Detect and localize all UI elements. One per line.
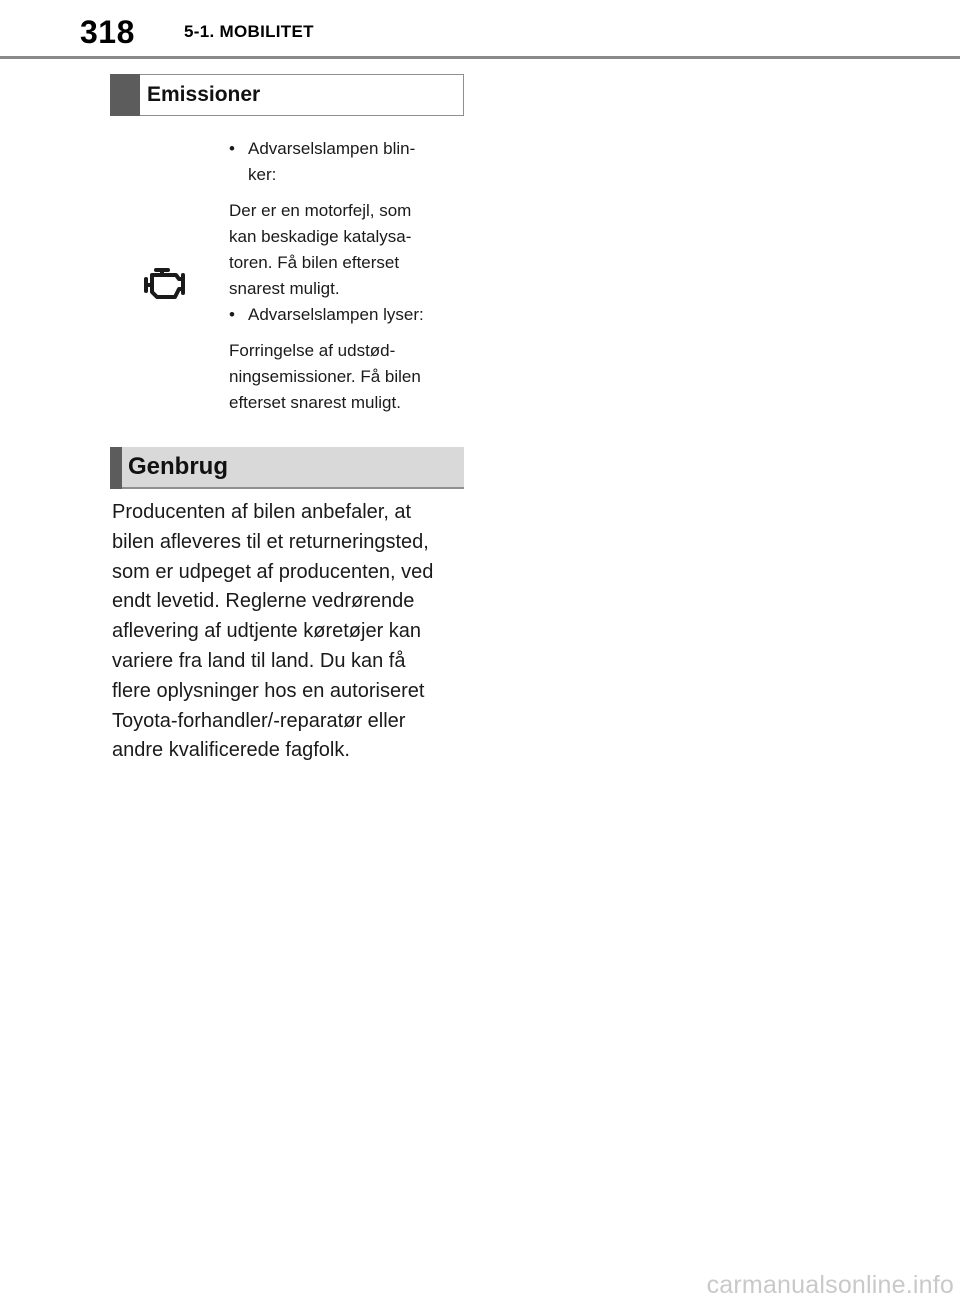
body-line: aflevering af udtjente køretøjer kan xyxy=(112,620,422,643)
text-line: ker: xyxy=(248,165,277,184)
body-line: andre kvalificerede fagfolk. xyxy=(112,739,350,762)
text-line: kan beskadige katalysa- xyxy=(229,227,412,246)
page-number: 318 xyxy=(80,14,135,50)
paragraph xyxy=(229,338,459,416)
section-heading-emission xyxy=(110,74,464,116)
paragraph xyxy=(229,198,459,302)
header-divider xyxy=(0,56,960,59)
text-line: efterset snarest muligt. xyxy=(229,393,401,412)
bullet-item xyxy=(229,136,459,188)
section-title: Genbrug xyxy=(128,453,228,480)
section-title: Emissioner xyxy=(147,83,261,106)
text-line: ningsemissioner. Få bilen xyxy=(229,367,421,386)
page-header xyxy=(0,0,960,60)
chapter-title: 5-1. MOBILITET xyxy=(184,22,314,41)
emission-description xyxy=(229,136,459,416)
body-line: som er udpeget af producenten, ved xyxy=(112,560,434,583)
body-line: flere oplysninger hos en autoriseret xyxy=(112,679,425,702)
text-line: Forringelse af udstød- xyxy=(229,341,396,360)
bullet-item xyxy=(229,302,459,328)
body-line: Producenten af bilen anbefaler, at xyxy=(112,501,412,523)
text-line: snarest muligt. xyxy=(229,279,340,298)
check-engine-icon xyxy=(143,266,189,302)
body-line: Toyota-forhandler/-reparatør eller xyxy=(112,709,406,732)
body-line: bilen afleveres til et returneringsted, xyxy=(112,530,429,553)
heading-accent-bar xyxy=(110,74,140,116)
text-line: • Advarselslampen blin- xyxy=(248,139,416,158)
body-line: variere fra land til land. Du kan få xyxy=(112,649,406,672)
text-line: toren. Få bilen efterset xyxy=(229,253,400,272)
body-line: endt levetid. Reglerne vedrørende xyxy=(112,590,415,613)
section-heading-recycling xyxy=(110,447,464,489)
text-line: • Advarselslampen lyser: xyxy=(248,305,424,324)
heading-accent-bar xyxy=(110,447,122,489)
text-line: Der er en motorfejl, som xyxy=(229,201,412,220)
watermark: carmanualsonline.info xyxy=(706,1271,954,1299)
recycling-body xyxy=(112,498,468,766)
